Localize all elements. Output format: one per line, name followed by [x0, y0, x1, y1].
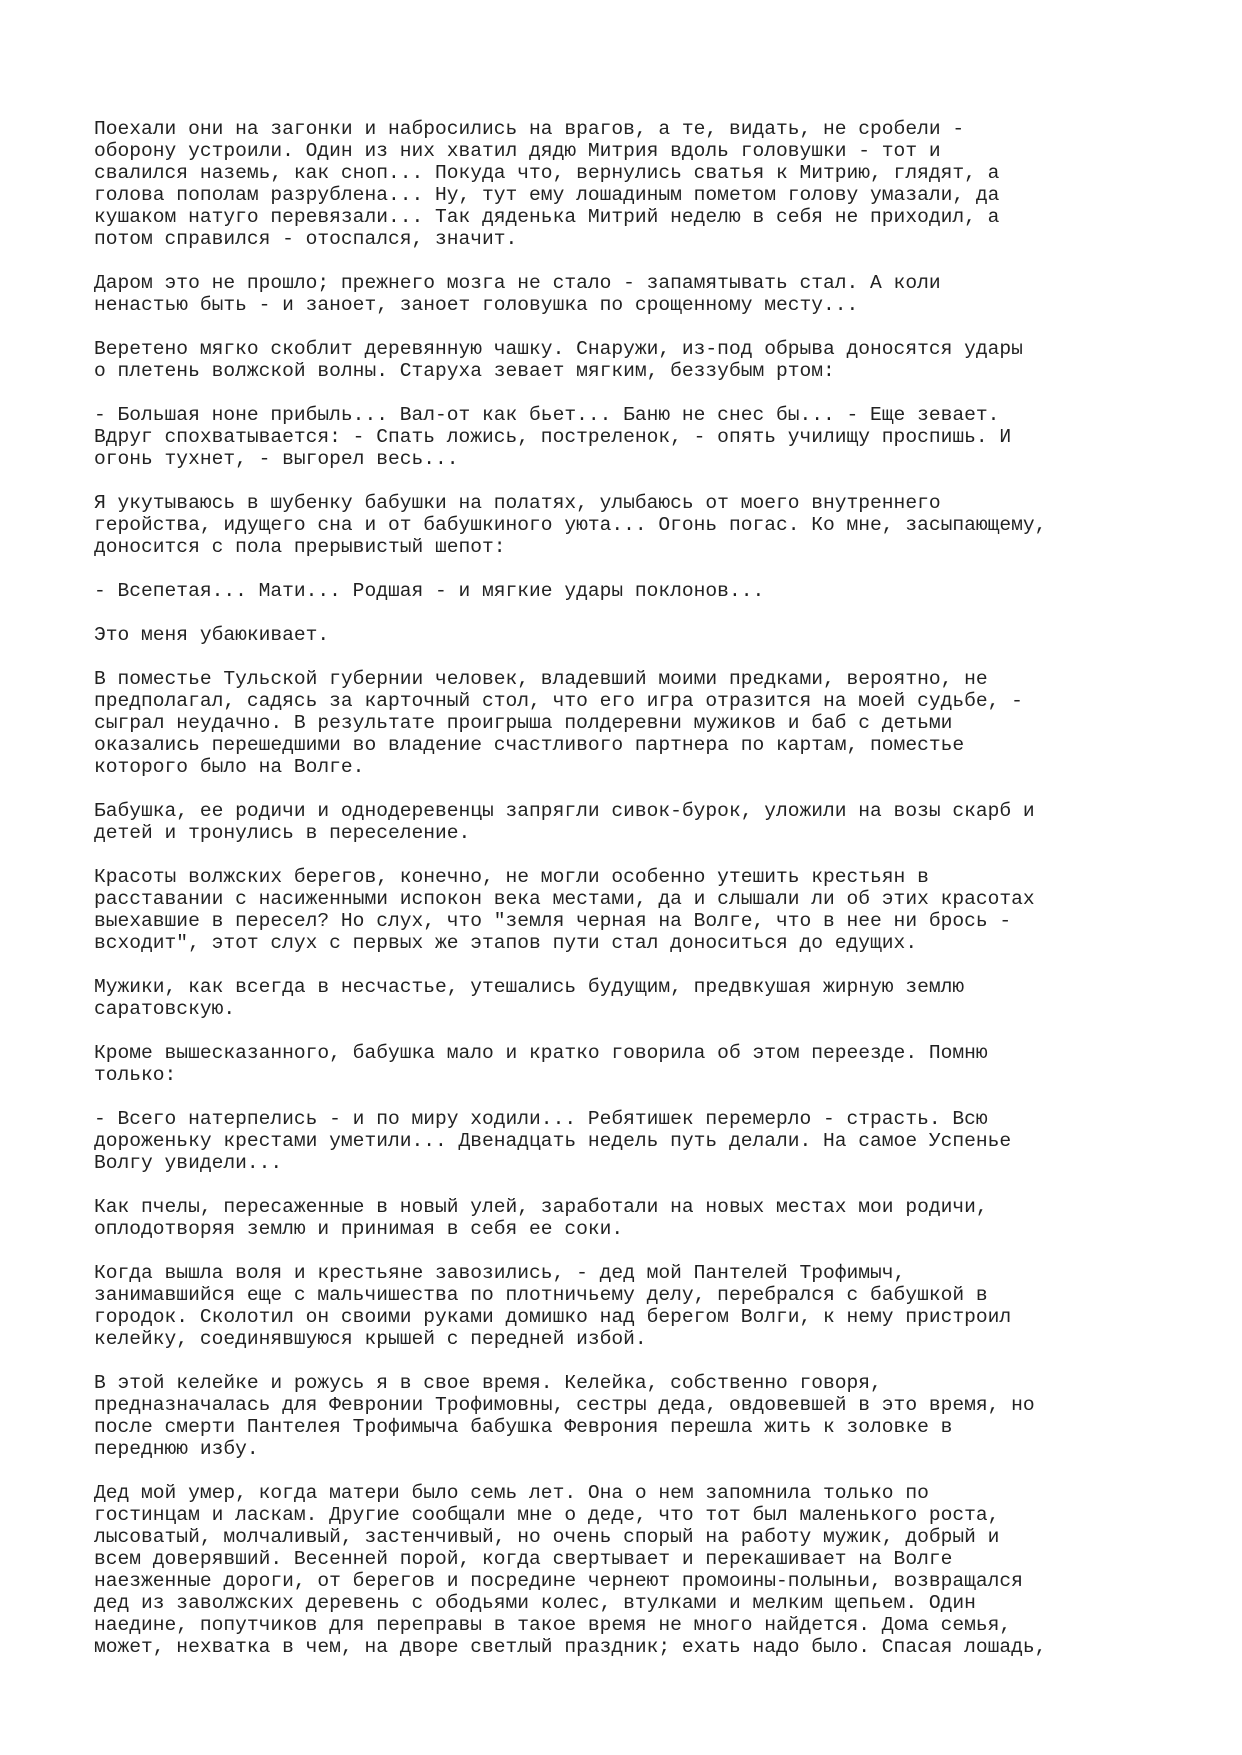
paragraph: Бабушка, ее родичи и однодеревенцы запрягли сивок-бурок, уложили на возы скарб и детей и тронулись в переселение. [94, 800, 1035, 844]
paragraph: Когда вышла воля и крестьяне завозились, - дед мой Пантелей Трофимыч, занимавшийся еще с мальчишества по плотничьему делу, перебрался с бабушкой в городок. Сколотил он своими руками домишко над берегом Волги, к нему пристроил келейку, соединявшуюся крышей с передней избой. [94, 1262, 1012, 1350]
paragraph: Мужики, как всегда в несчастье, утешались будущим, предвкушая жирную землю саратовскую. [94, 976, 965, 1020]
paragraph: Дед мой умер, когда матери было семь лет. Она о нем запомнила только по гостинцам и ласкам. Другие сообщали мне о деде, что тот был маленького роста, лысоватый, молчаливый, застенчивый, но очень спорый на работу мужик, добрый и всем доверявший. Весенней порой, когда свертывает и перекашивает на Волге наезженные дороги, от берегов и посредине чернеют промоины-полыньи, возвращался дед из заволжских деревень с ободьями колес, втулками и мелким щепьем. Один наедине, попутчиков для переправы в такое время не много найдется. Дома семья, может, нехватка в чем, на дворе светлый праздник; ехать надо было. Спасая лошадь, [94, 1482, 1047, 1658]
paragraph: Я укутываюсь в шубенку бабушки на полатях, улыбаюсь от моего внутреннего геройства, идущего сна и от бабушкиного уюта... Огонь погас. Ко мне, засыпающему, доносится с пола прерывистый шепот: [94, 492, 1047, 558]
dialogue-paragraph: - Всего натерпелись - и по миру ходили... Ребятишек перемерло - страсть. Всю дороженьку крестами уметили... Двенадцать недель путь делали. На самое Успенье Волгу увидели... [94, 1108, 1012, 1174]
paragraph: Красоты волжских берегов, конечно, не могли особенно утешить крестьян в расставании с насиженными испокон века местами, да и слышали ли об этих красотах выехавшие в пересел? Но слух, что "земля черная на Волге, что в нее ни брось - всходит", этот слух с первых же этапов пути стал доноситься до едущих. [94, 866, 1035, 954]
paragraph: Как пчелы, пересаженные в новый улей, заработали на новых местах мои родичи, оплодотворяя землю и принимая в себя ее соки. [94, 1196, 988, 1240]
paragraph: В поместье Тульской губернии человек, владевший моими предками, вероятно, не предполагал, садясь за карточный стол, что его игра отразится на моей судьбе, - сыграл неудачно. В результате проигрыша полдеревни мужиков и баб с детьми оказались перешедшими во владение счастливого партнера по картам, поместье которого было на Волге. [94, 668, 1023, 778]
paragraph: Это меня убаюкивает. [94, 624, 330, 646]
paragraph: Кроме вышесказанного, бабушка мало и кратко говорила об этом переезде. Помню только: [94, 1042, 988, 1086]
paragraph: В этой келейке и рожусь я в свое время. Келейка, собственно говоря, предназначалась для Февронии Трофимовны, сестры деда, овдовевшей в это время, но после смерти Пантелея Трофимыча бабушка Феврония перешла жить к золовке в переднюю избу. [94, 1372, 1035, 1460]
dialogue-paragraph: - Большая ноне прибыль... Вал-от как бьет... Баню не снес бы... - Еще зевает. Вдруг спохватывается: - Спать ложись, постреленок, - опять училищу проспишь. И огонь тухнет, - выгорел весь... [94, 404, 1012, 470]
paragraph: Веретено мягко скоблит деревянную чашку. Снаружи, из-под обрыва доносятся удары о плетень волжской волны. Старуха зевает мягким, беззубым ртом: [94, 338, 1023, 382]
dialogue-paragraph: - Всепетая... Мати... Родшая - и мягкие удары поклонов... [94, 580, 765, 602]
paragraph: Поехали они на загонки и набросились на врагов, а те, видать, не сробели - оборону устроили. Один из них хватил дядю Митрия вдоль головушки - тот и свалился наземь, как сноп... Покуда что, вернулись сватья к Митрию, глядят, а голова пополам разрублена... Ну, тут ему лошадиным пометом голову умазали, да кушаком натуго перевязали... Так дяденька Митрий неделю в себя не приходил, а потом справился - отоспался, значит. [94, 118, 1000, 250]
paragraph: Даром это не прошло; прежнего мозга не стало - запамятывать стал. А коли ненастью быть - и заноет, заноет головушка по срощенному месту... [94, 272, 941, 316]
document-page [94, 118, 1214, 1680]
